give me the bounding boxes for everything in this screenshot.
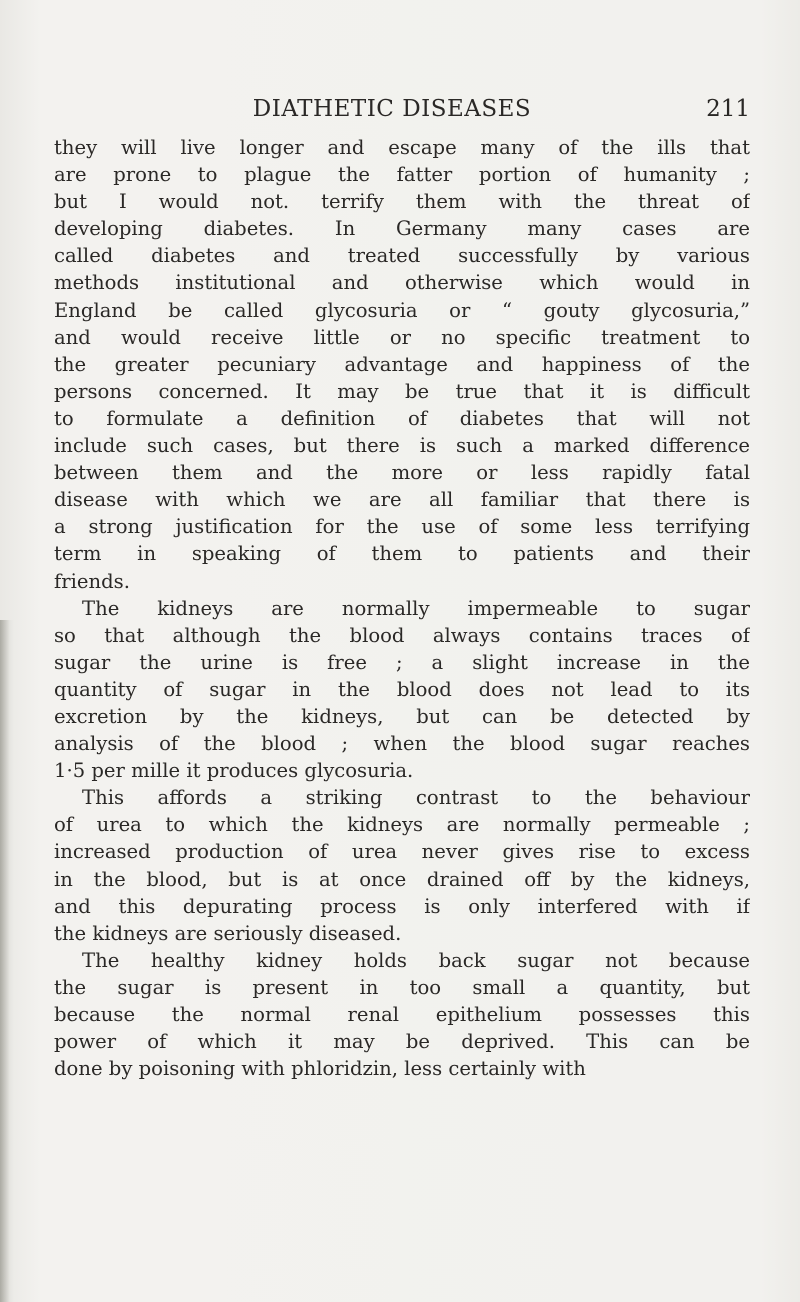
text-line: are prone to plague the fatter portion of humanity ; [54,163,750,187]
text-line: and would receive little or no specific treatment to [54,325,750,349]
paragraph [54,947,750,1082]
text-line: sugar the urine is free ; a slight increase in the [54,650,750,674]
text-line: and this depurating process is only interfered with if [54,894,750,918]
paragraph [54,134,750,595]
text-line: but I would not. terrify them with the threat of [54,190,750,214]
text-line: the sugar is present in too small a quantity, but [54,975,750,999]
text-line: between them and the more or less rapidly fatal [54,461,750,485]
text-line: 1·5 per mille it produces glycosuria. [54,759,414,783]
text-line: the kidneys are seriously diseased. [54,921,402,945]
text-line: methods institutional and otherwise which would in [54,271,750,295]
text-line: done by poisoning with phloridzin, less certainly with [54,1057,586,1081]
paragraph [54,595,750,785]
text-line: England be called glycosuria or “ gouty glycosuria,” [54,298,750,322]
running-head-title: DIATHETIC DISEASES [252,96,532,122]
text-line: term in speaking of them to patients and their [54,542,750,566]
text-line: so that although the blood always contains traces of [54,623,750,647]
body-text [54,134,750,1082]
running-head [0,92,800,126]
text-line: to formulate a definition of diabetes that will not [54,406,750,430]
text-line: persons concerned. It may be true that it is difficult [54,379,750,403]
binding-shadow [0,620,14,1302]
text-line: because the normal renal epithelium possesses this [54,1003,750,1026]
paragraph [54,784,750,947]
text-line: This affords a striking contrast to the behaviour [82,786,750,810]
text-line: include such cases, but there is such a marked difference [54,434,750,458]
text-line: in the blood, but is at once drained off by the kidneys, [54,867,750,891]
page-number: 211 [706,96,750,122]
text-line: quantity of sugar in the blood does not lead to its [54,677,750,701]
text-line: analysis of the blood ; when the blood sugar reaches [54,732,750,756]
text-line: excretion by the kidneys, but can be detected by [54,704,750,728]
text-line: of urea to which the kidneys are normally permeable ; [54,813,750,837]
text-line: called diabetes and treated successfully by various [54,244,750,268]
text-line: The kidneys are normally impermeable to sugar [82,596,750,620]
text-line: increased production of urea never gives rise to excess [54,840,750,864]
text-line: disease with which we are all familiar that there is [54,488,750,512]
text-line: developing diabetes. In Germany many cases are [54,217,750,241]
text-line: power of which it may be deprived. This can be [54,1030,750,1054]
text-line: they will live longer and escape many of the ills that [54,136,750,159]
text-line: friends. [54,569,130,593]
text-line: the greater pecuniary advantage and happiness of the [54,352,750,376]
text-line: a strong justification for the use of some less terrifying [54,515,750,539]
text-line: The healthy kidney holds back sugar not because [82,948,750,972]
